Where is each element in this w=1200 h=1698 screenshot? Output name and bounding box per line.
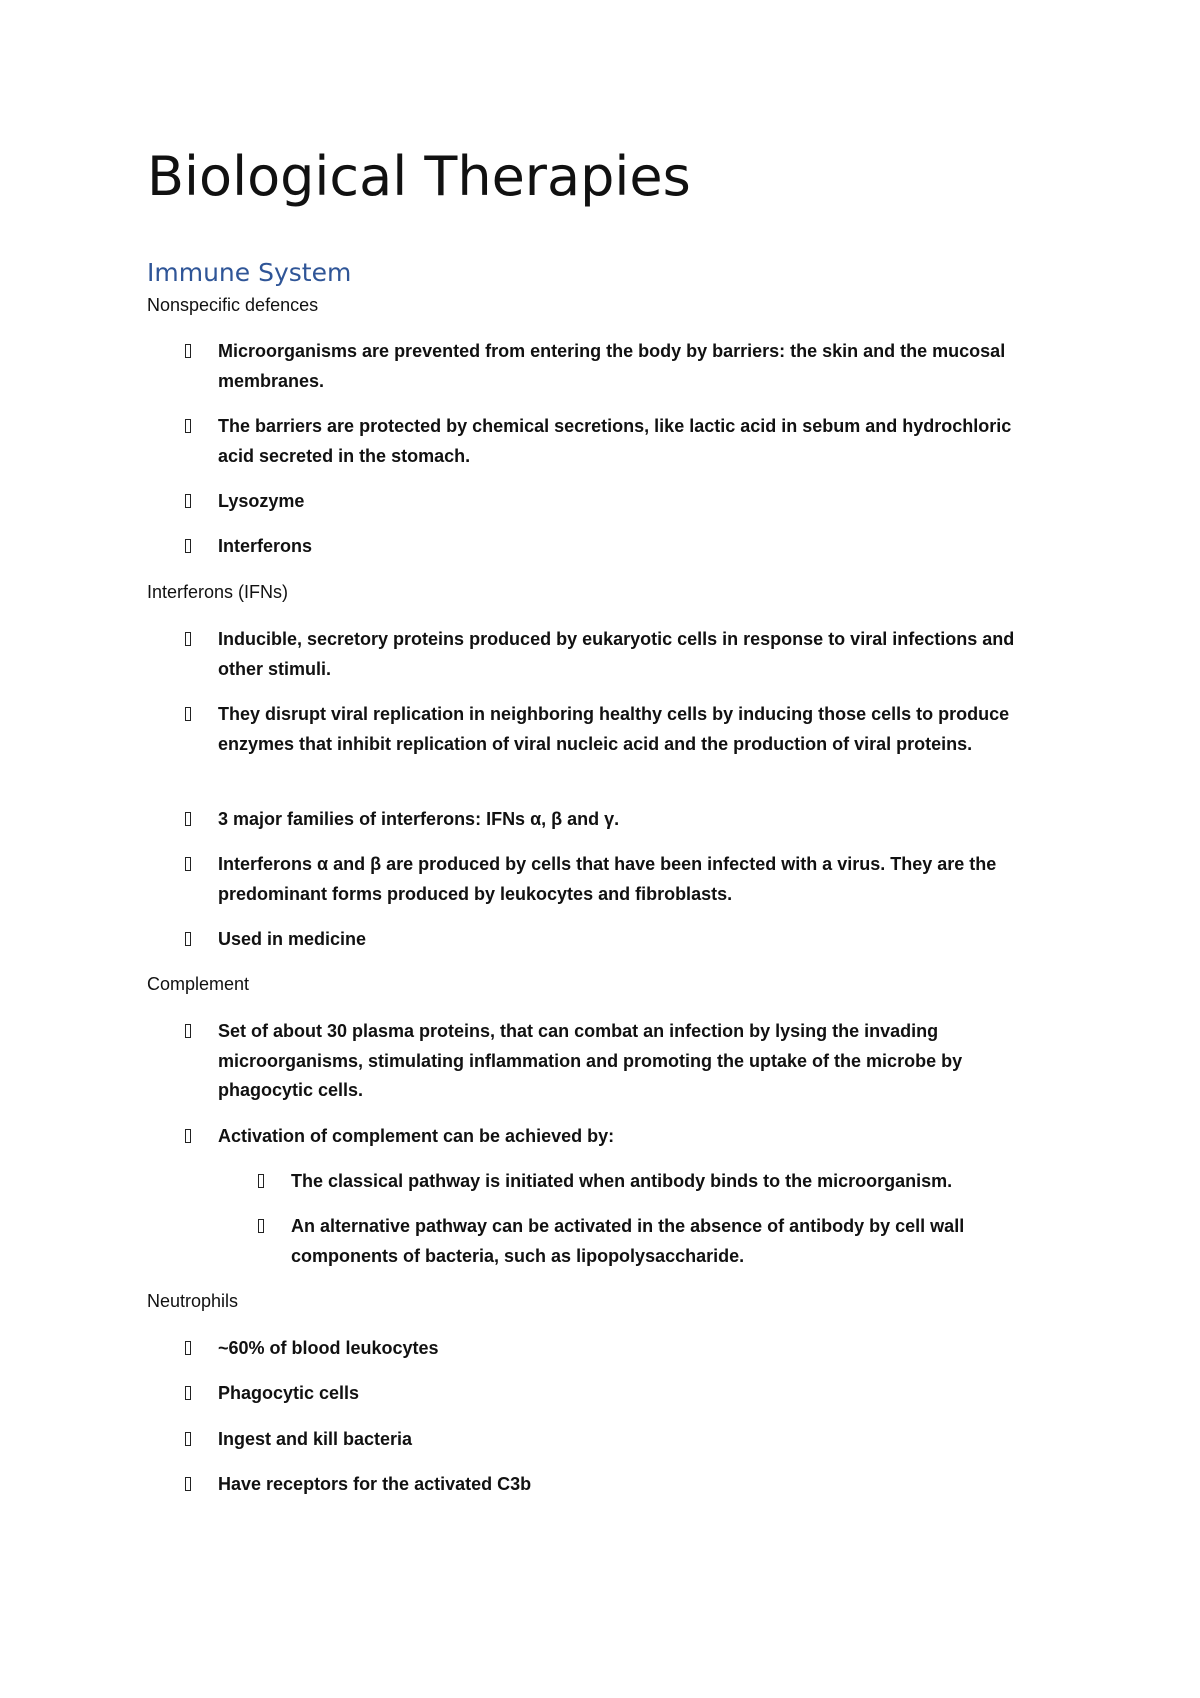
list-item <box>185 925 1045 955</box>
list-item-text: Phagocytic cells <box>218 1383 360 1403</box>
document-title: Biological Therapies <box>147 145 691 208</box>
list-item-text: 3 major families of interferons: IFNs α, β and γ. <box>218 809 620 829</box>
subheading-nonspecific-defences: Nonspecific defences <box>147 295 319 315</box>
list-item <box>185 1470 1045 1500</box>
list-item-text: They disrupt viral replication in neighboring healthy cells by inducing those cells to produce enzymes that inhibit replication of viral nucleic acid and the production of viral proteins. <box>218 704 1010 754</box>
square-bullet-icon <box>258 1174 264 1188</box>
list-item <box>185 337 1045 396</box>
sub-list-item <box>258 1167 1048 1197</box>
subheading-neutrophils: Neutrophils <box>147 1291 239 1311</box>
list-item <box>185 1425 1045 1455</box>
list-item <box>185 1379 1045 1409</box>
list-item-text: Interferons <box>218 536 313 556</box>
square-bullet-icon <box>185 1386 191 1400</box>
list-item <box>185 700 1045 759</box>
square-bullet-icon <box>185 1477 191 1491</box>
list-item-text: Have receptors for the activated C3b <box>218 1474 532 1494</box>
list-item-text: Microorganisms are prevented from entering the body by barriers: the skin and the mucosal membranes. <box>218 341 1006 391</box>
square-bullet-icon <box>185 812 191 826</box>
list-item <box>185 412 1045 471</box>
list-item-text: An alternative pathway can be activated in the absence of antibody by cell wall components of bacteria, such as lipopolysaccharide. <box>291 1216 965 1266</box>
square-bullet-icon <box>258 1219 264 1233</box>
square-bullet-icon <box>185 419 191 433</box>
list-item-text: ~60% of blood leukocytes <box>218 1338 439 1358</box>
square-bullet-icon <box>185 932 191 946</box>
list-item <box>185 1017 1045 1106</box>
square-bullet-icon <box>185 1341 191 1355</box>
subheading-complement: Complement <box>147 974 250 994</box>
square-bullet-icon <box>185 1129 191 1143</box>
square-bullet-icon <box>185 539 191 553</box>
list-item-text: Interferons α and β are produced by cells that have been infected with a virus. They are the predominant forms produced by leukocytes and fibroblasts. <box>218 854 997 904</box>
square-bullet-icon <box>185 857 191 871</box>
square-bullet-icon <box>185 494 191 508</box>
subheading-interferons: Interferons (IFNs) <box>147 582 289 602</box>
list-item-text: The classical pathway is initiated when antibody binds to the microorganism. <box>291 1171 953 1191</box>
list-item <box>185 487 1045 517</box>
list-item-text: Inducible, secretory proteins produced by eukaryotic cells in response to viral infections and other stimuli. <box>218 629 1015 679</box>
list-item <box>185 625 1045 684</box>
square-bullet-icon <box>185 1432 191 1446</box>
list-item-text: Used in medicine <box>218 929 367 949</box>
list-item-text: Ingest and kill bacteria <box>218 1429 413 1449</box>
list-item <box>185 1122 1045 1152</box>
list-item-text: The barriers are protected by chemical secretions, like lactic acid in sebum and hydrochloric acid secreted in the stomach. <box>218 416 1012 466</box>
sub-list-item <box>258 1212 1048 1271</box>
list-item <box>185 532 1045 562</box>
list-item-text: Lysozyme <box>218 491 305 511</box>
list-item-text: Activation of complement can be achieved by: <box>218 1126 615 1146</box>
list-item <box>185 805 1045 835</box>
square-bullet-icon <box>185 1024 191 1038</box>
list-item <box>185 850 1045 909</box>
square-bullet-icon <box>185 632 191 646</box>
section-heading-immune-system: Immune System <box>147 258 352 287</box>
list-item-text: Set of about 30 plasma proteins, that can combat an infection by lysing the invading microorganisms, stimulating inflammation and promoting the uptake of the microbe by phagocytic cells. <box>218 1021 963 1100</box>
list-item <box>185 1334 1045 1364</box>
square-bullet-icon <box>185 344 191 358</box>
square-bullet-icon <box>185 707 191 721</box>
